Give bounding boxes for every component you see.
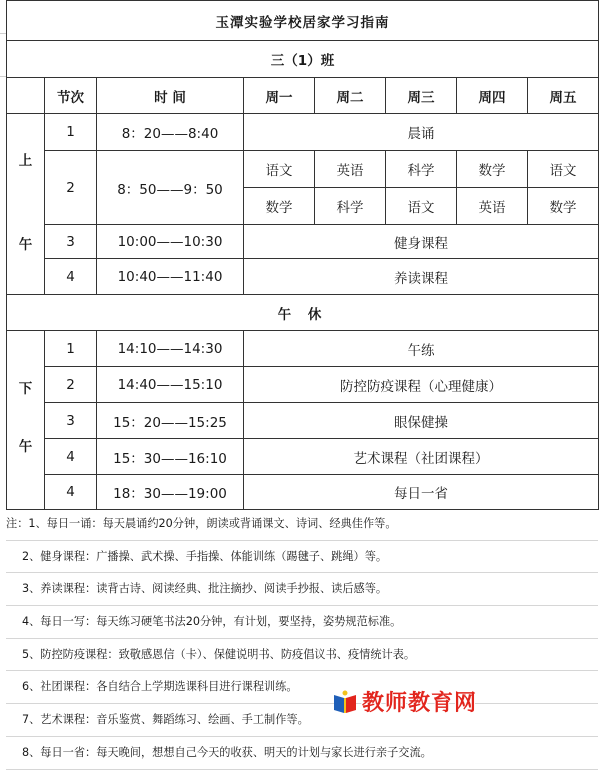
period-cell: 4	[45, 475, 97, 510]
header-day-thu: 周四	[457, 78, 528, 114]
note-text: 7、艺术课程：音乐鉴赏、舞蹈练习、绘画、手工制作等。	[22, 713, 309, 727]
note-line	[6, 639, 598, 672]
afternoon-label-bottom: 午	[18, 439, 33, 455]
header-period: 节次	[45, 78, 97, 114]
period-cell: 3	[45, 225, 97, 259]
notes-section	[6, 508, 598, 770]
morning-label-cell	[7, 114, 45, 295]
time-cell: 15：20——15:25	[97, 403, 244, 439]
afternoon-label-cell	[7, 331, 45, 510]
time-cell: 10:40——11:40	[97, 259, 244, 295]
watermark	[332, 686, 477, 717]
period-cell: 2	[45, 367, 97, 403]
note-line	[6, 671, 598, 704]
period-cell: 4	[45, 439, 97, 475]
note-text: 4、每日一写：每天练习硬笔书法20分钟，有计划，要坚持，姿势规范标准。	[22, 615, 402, 629]
note-line	[6, 606, 598, 639]
period-cell: 3	[45, 403, 97, 439]
note-line	[6, 573, 598, 606]
note-text: 6、社团课程：各自结合上学期选课科目进行课程训练。	[22, 680, 298, 694]
header-blank	[7, 78, 45, 114]
page-title: 玉潭实验学校居家学习指南	[7, 1, 599, 41]
time-cell: 8：20——8:40	[97, 114, 244, 151]
subject-cell: 数学	[528, 188, 599, 225]
activity-cell: 养读课程	[244, 259, 599, 295]
noon-break: 午 休	[7, 295, 599, 331]
period-cell: 4	[45, 259, 97, 295]
note-line	[6, 737, 598, 770]
note-line	[6, 704, 598, 737]
activity-cell: 每日一省	[244, 475, 599, 510]
period-cell: 1	[45, 331, 97, 367]
activity-cell: 防控防疫课程（心理健康）	[244, 367, 599, 403]
note-line	[6, 541, 598, 574]
morning-label-bottom: 午	[18, 237, 33, 253]
subject-cell: 数学	[457, 151, 528, 188]
subject-cell: 英语	[457, 188, 528, 225]
activity-cell: 艺术课程（社团课程）	[244, 439, 599, 475]
time-cell: 15：30——16:10	[97, 439, 244, 475]
subject-cell: 语文	[386, 188, 457, 225]
morning-label-top: 上	[18, 153, 33, 169]
afternoon-label-top: 下	[18, 381, 33, 397]
subject-cell: 语文	[244, 151, 315, 188]
note-text: 5、防控防疫课程：致敬感恩信（卡）、保健说明书、防疫倡议书、疫情统计表。	[22, 647, 416, 661]
time-cell: 10:00——10:30	[97, 225, 244, 259]
header-day-wed: 周三	[386, 78, 457, 114]
period-cell: 2	[45, 151, 97, 225]
time-cell: 18：30——19:00	[97, 475, 244, 510]
header-day-mon: 周一	[244, 78, 315, 114]
note-text: 8、每日一省：每天晚间，想想自己今天的收获、明天的计划与家长进行亲子交流。	[22, 745, 432, 759]
open-book-logo-icon	[332, 689, 358, 715]
header-day-tue: 周二	[315, 78, 386, 114]
subject-cell: 语文	[528, 151, 599, 188]
activity-cell: 健身课程	[244, 225, 599, 259]
watermark-text: 教师教育网	[362, 691, 478, 716]
time-cell: 14:40——15:10	[97, 367, 244, 403]
subject-cell: 科学	[315, 188, 386, 225]
subject-cell: 英语	[315, 151, 386, 188]
header-time: 时 间	[97, 78, 244, 114]
class-name: 三（1）班	[7, 41, 599, 78]
note-line: 注：1、每日一诵：每天晨诵约20分钟，朗读或背诵课文、诗词、经典佳作等。	[6, 508, 598, 541]
note-text: 3、养读课程：读背古诗、阅读经典、批注摘抄、阅读手抄报、读后感等。	[22, 582, 388, 596]
note-text: 2、健身课程：广播操、武术操、手指操、体能训练（踢毽子、跳绳）等。	[22, 549, 388, 563]
schedule-table	[6, 0, 599, 510]
activity-cell: 午练	[244, 331, 599, 367]
activity-cell: 晨诵	[244, 114, 599, 151]
time-cell: 8：50——9：50	[97, 151, 244, 225]
subject-cell: 科学	[386, 151, 457, 188]
header-day-fri: 周五	[528, 78, 599, 114]
period-cell: 1	[45, 114, 97, 151]
activity-cell: 眼保健操	[244, 403, 599, 439]
time-cell: 14:10——14:30	[97, 331, 244, 367]
subject-cell: 数学	[244, 188, 315, 225]
